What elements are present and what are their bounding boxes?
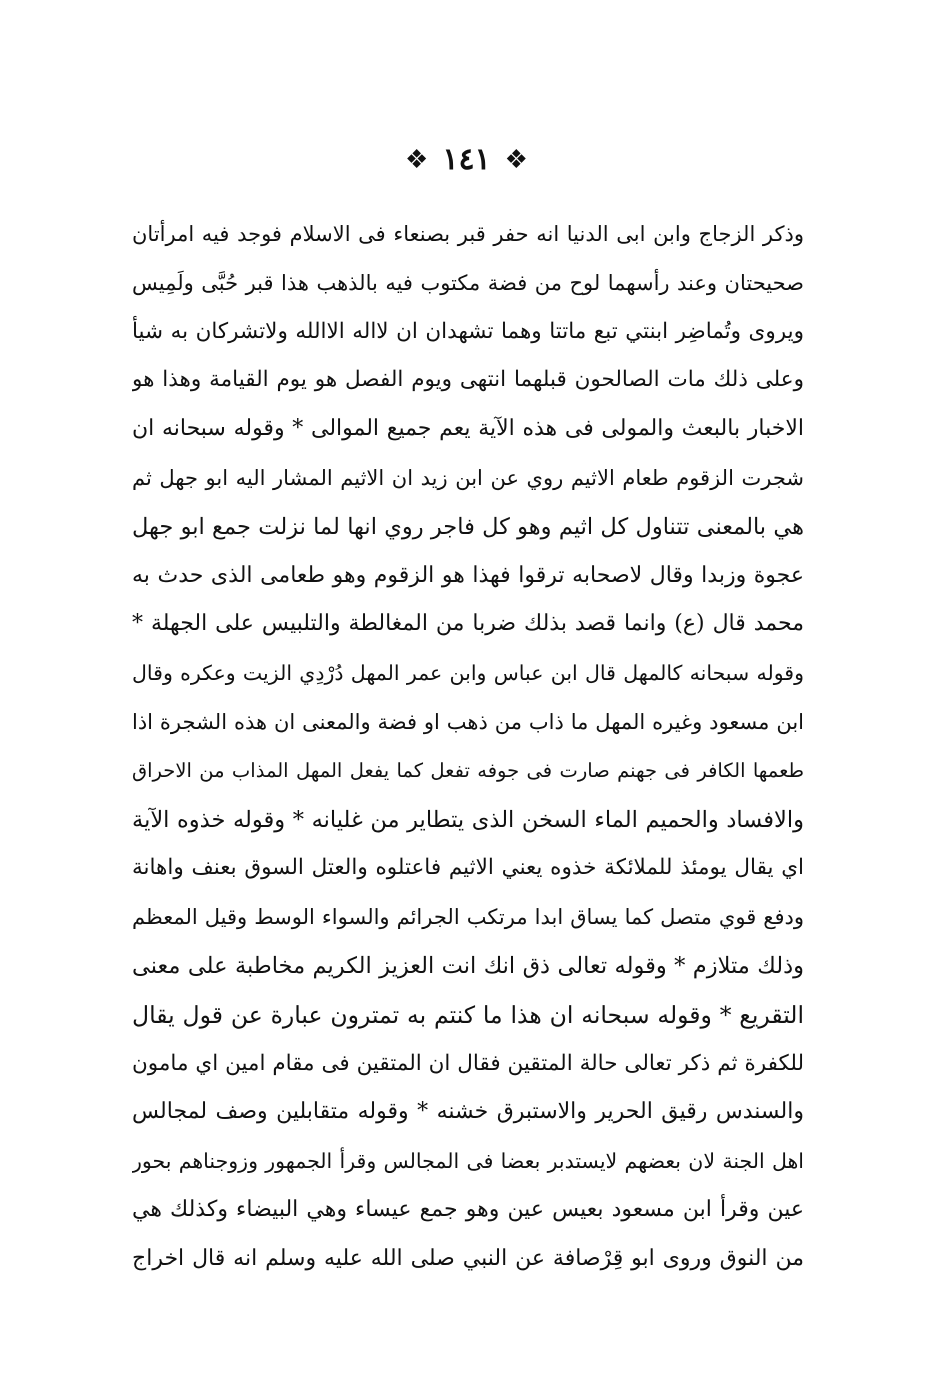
text-line: ابن مسعود وغيره المهل ما ذاب من ذهب او فضة والمعنى ان هذه الشجرة اذا [132, 709, 804, 734]
text-line: الاخبار بالبعث والمولى فى هذه الآية يعم جميع الموالى * وقوله سبحانه ان [132, 416, 804, 442]
text-line: والسندس رقيق الحرير والاستبرق خشنه * وقوله متقابلين وصف لمجالس [132, 1099, 804, 1125]
text-line: ودفع قوي متصل كما يساق ابدا مرتكب الجرائم والسواء الوسط وقيل المعظم [132, 905, 804, 930]
page-number: ١٤١ [442, 142, 491, 177]
text-line: وذلك متلازم * وقوله تعالى ذق انك انت العزيز الكريم مخاطبة على معنى [132, 952, 804, 979]
text-line: طعمها الكافر فى جهنم صارت فى جوفه تفعل كما يفعل المهل المذاب من الاحراق [132, 758, 804, 782]
body-text [132, 210, 804, 1284]
text-line: من النوق وروى ابو قِرْصافة عن النبي صلى الله عليه وسلم انه قال اخراج [132, 1245, 804, 1271]
text-line: والافساد والحميم الماء السخن الذى يتطاير من غليانه * وقوله خذوه الآية [132, 806, 804, 833]
text-line: للكفرة ثم ذكر تعالى حالة المتقين فقال ان المتقين فى مقام امين اي مامون [132, 1050, 804, 1076]
text-line: اهل الجنة لان بعضهم لايستدبر بعضا فى المجالس وقرأ الجمهور وزوجناهم بحور [132, 1149, 804, 1174]
page-header [0, 138, 933, 182]
text-line: شجرت الزقوم طعام الاثيم روي عن ابن زيد ان الاثيم المشار اليه ابو جهل ثم [132, 465, 804, 490]
right-ornament-icon: ❖ [504, 145, 528, 175]
text-line: صحيحتان وعند رأسهما لوح من فضة مكتوب فيه بالذهب هذا قبر حُبَّى ولَمِيس [132, 270, 804, 295]
text-line: اي يقال يومئذ للملائكة خذوه يعني الاثيم فاعتلوه والعتل السوق بعنف واهانة [132, 855, 804, 881]
left-ornament-icon: ❖ [405, 145, 429, 175]
text-line: وقوله سبحانه كالمهل قال ابن عباس وابن عمر المهل دُرْدِي الزيت وعكره وقال [132, 661, 804, 686]
text-line: ويروى وتُماضِر ابنتي تبع ماتتا وهما تشهدان ان لااله الاالله ولاتشركان به شيأ [132, 318, 804, 344]
text-line: وعلى ذلك مات الصالحون قبلهما انتهى ويوم الفصل هو يوم القيامة وهذا هو [132, 367, 804, 393]
text-line: هي بالمعنى تتناول كل اثيم وهو كل فاجر روي انها لما نزلت جمع ابو جهل [132, 513, 804, 540]
text-line: عين وقرأ ابن مسعود بعيس عين وهو جمع عيساء وهي البيضاء وكذلك هي [132, 1196, 804, 1222]
text-line: وذكر الزجاج وابن ابى الدنيا انه حفر قبر بصنعاء فى الاسلام فوجد فيه امرأتان [132, 222, 804, 246]
text-line: التقريع * وقوله سبحانه ان هذا ما كنتم به تمترون عبارة عن قول يقال [132, 1000, 804, 1029]
text-line: محمد قال (ع) وانما قصد بذلك ضربا من المغالطة والتلبيس على الجهلة * [132, 611, 804, 637]
text-line: عجوة وزبدا وقال لاصحابه ترقوا فهذا هو الزقوم وهو طعامى الذى حدث به [132, 562, 804, 588]
